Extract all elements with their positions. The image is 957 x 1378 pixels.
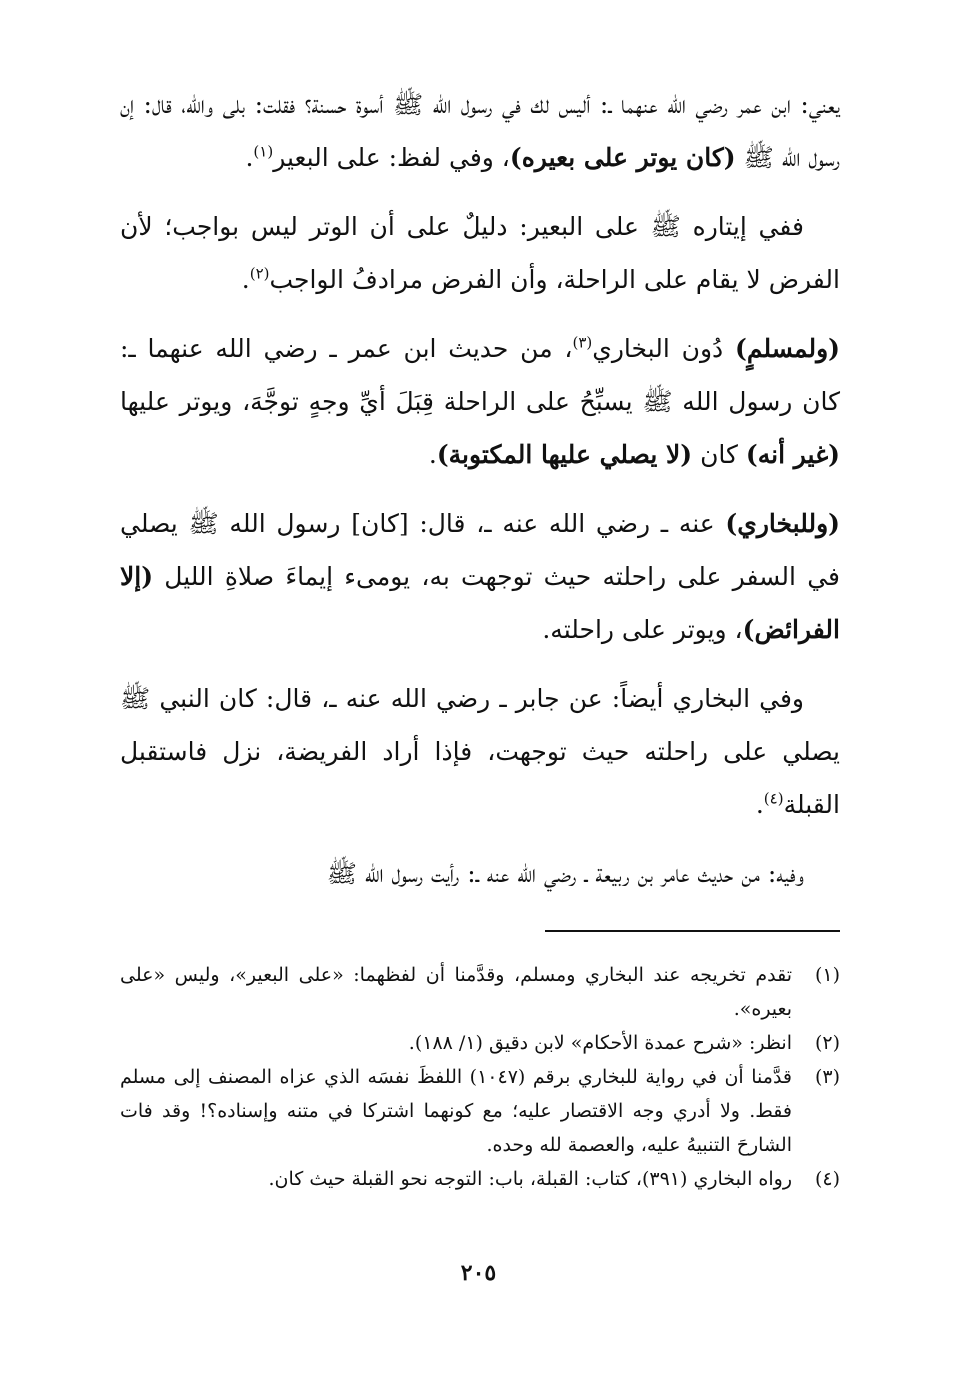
p5-text-a: وفي البخاري أيضاً: عن جابر ـ رضي الله عنه ـ، قال: كان النبي ﷺ يصلي على راحلته حيث توجهت، فإذا أراد الفريضة، نزل فاستقبل القبلة bbox=[120, 684, 840, 819]
footnote-divider bbox=[545, 930, 840, 932]
p4-text-d: ، ويوتر على راحلته. bbox=[542, 615, 743, 644]
footnote-1 bbox=[120, 958, 840, 1026]
paragraph-1 bbox=[120, 78, 840, 184]
paragraph-3 bbox=[120, 322, 840, 481]
footnote-number: (٢) bbox=[814, 1032, 840, 1054]
footnote-text: قدَّمنا أن في رواية للبخاري برقم (١٠٤٧) اللفظَ نفسَه الذي عزاه المصنف إلى مسلم فقط. ولا أدري وجه الاقتصار عليه؛ مع كونهما اشتركا في متنه وإسناده؟! وقد فات الشارحَ التنبيهُ عليه، والعصمة لله وحده. bbox=[120, 1066, 792, 1156]
paragraph-4 bbox=[120, 497, 840, 656]
footnote-text: رواه البخاري (٣٩١)، كتاب: القبلة، باب: التوجه نحو القبلة حيث كان. bbox=[268, 1168, 792, 1190]
footnote-text: انظر: «شرح عمدة الأحكام» لابن دقيق (١/ ١٨٨). bbox=[408, 1032, 792, 1054]
footnote-3 bbox=[120, 1060, 840, 1162]
paragraph-5 bbox=[120, 672, 840, 831]
main-text bbox=[120, 78, 840, 916]
p3-text-e: كان bbox=[692, 440, 746, 469]
p1-text-a: يعني: ابن عمر رضي الله عنهما ـ: أليس لك في رسول الله ﷺ أسوة حسنة؟ فقلت: بلى والله، قال: إن رسول الله ﷺ bbox=[120, 90, 840, 172]
p3-bold-a: (ولمسلمٍ) bbox=[734, 334, 841, 363]
p1-bold-quote: (كان يوتر على بعيره) bbox=[509, 143, 736, 172]
footnote-ref-4[interactable]: (٤) bbox=[763, 789, 784, 808]
footnote-number: (٣) bbox=[814, 1066, 840, 1088]
footnote-ref-3[interactable]: (٣) bbox=[572, 333, 593, 352]
p3-bold-d: (غير أنه) bbox=[745, 440, 840, 469]
p5-text-b: . bbox=[755, 790, 764, 819]
p4-bold-a: (وللبخاري) bbox=[725, 509, 840, 538]
footnote-ref-1[interactable]: (١) bbox=[253, 142, 274, 161]
footnote-number: (٤) bbox=[814, 1168, 840, 1190]
paragraph-6 bbox=[120, 847, 840, 900]
p2-text-a: ففي إيتاره ﷺ على البعير: دليلٌ على أن الوتر ليس بواجب؛ لأن الفرض لا يقام على الراحلة، وأن الفرض مرادفُ الواجب bbox=[120, 212, 840, 294]
paragraph-2 bbox=[120, 200, 840, 306]
p1-text-d: . bbox=[245, 143, 254, 172]
p3-text-b: دُون البخاري bbox=[592, 334, 735, 363]
footnotes bbox=[120, 958, 840, 1196]
footnote-4 bbox=[120, 1162, 840, 1196]
footnote-ref-2[interactable]: (٢) bbox=[249, 264, 270, 283]
p4-bold-c: (إلا الفرائض) bbox=[120, 562, 840, 644]
footnote-2 bbox=[120, 1026, 840, 1060]
p3-text-g: . bbox=[428, 440, 437, 469]
p3-text-c: ، من حديث ابن عمر ـ رضي الله عنهما ـ: كان رسول الله ﷺ يسبِّحُ على الراحلة قِبَلَ أيِّ وجهٍ توجَّهَ، ويوتر عليها bbox=[120, 334, 840, 416]
p6-text-a: وفيه: من حديث عامر بن ربيعة ـ رضي الله عنه ـ: رأيت رسول الله ﷺ bbox=[326, 859, 804, 888]
footnote-number: (١) bbox=[814, 964, 840, 986]
p2-text-b: . bbox=[241, 265, 250, 294]
footnote-text: تقدم تخريجه عند البخاري ومسلم، وقدَّمنا أن لفظهما: «على البعير»، وليس «على بعيره». bbox=[120, 964, 792, 1020]
page-number: ٢٠٥ bbox=[460, 1260, 497, 1286]
p4-text-b: عنه ـ رضي الله عنه ـ، قال: [كان] رسول الله ﷺ يصلي في السفر على راحلته حيث توجهت به، يومىء إيماءَ صلاةِ الليل bbox=[120, 509, 840, 591]
p3-bold-f: (لا يصلي عليها المكتوبة) bbox=[436, 440, 693, 469]
p1-text-c: ، وفي لفظ: على البعير bbox=[273, 143, 510, 172]
